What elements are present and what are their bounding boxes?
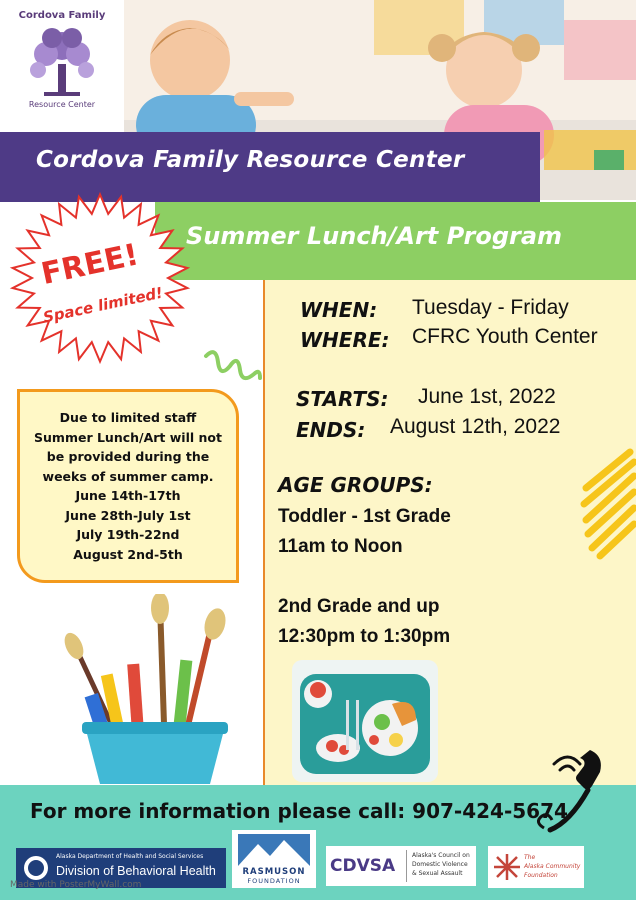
dbh-division: Division of Behavioral Health (56, 864, 216, 878)
notice-line: June 28th-July 1st (65, 507, 191, 523)
notice-line: weeks of summer camp. (42, 468, 214, 484)
phone-icon (530, 742, 610, 838)
when-label: WHEN: (300, 298, 378, 322)
ends-value: August 12th, 2022 (390, 415, 561, 438)
space-limited-label: Space limited! (41, 283, 165, 327)
notice-box (17, 389, 239, 583)
logo-name: Cordova Family (18, 10, 106, 21)
art-supplies-cup-icon (60, 594, 250, 786)
cdvsa-logo (326, 846, 476, 886)
lunch-tray-icon (292, 660, 438, 782)
group2-name: 2nd Grade and up (278, 596, 440, 617)
acf-line: The (524, 854, 536, 861)
mountain-icon (238, 834, 310, 866)
watermark: Made with PosterMyWall.com (10, 880, 142, 890)
cdvsa-divider (406, 850, 407, 882)
group1-name: Toddler - 1st Grade (278, 506, 451, 527)
acf-line: Alaska Community (524, 863, 581, 870)
program-title: Summer Lunch/Art Program (186, 222, 563, 250)
where-value: CFRC Youth Center (412, 325, 598, 348)
acf-name (524, 853, 580, 880)
notice-line: June 14th-17th (75, 488, 181, 503)
cdvsa-name: CDVSA (330, 856, 396, 876)
contact-text: For more information please call: 907-424-5674 (30, 799, 568, 823)
starts-value: June 1st, 2022 (418, 385, 556, 408)
cdvsa-line: Alaska's Council on (412, 852, 470, 859)
free-label: FREE! (38, 237, 142, 293)
notice-line: Summer Lunch/Art will not (34, 429, 222, 445)
cdvsa-description (412, 851, 470, 878)
age-groups-label: AGE GROUPS: (278, 473, 433, 497)
page-title: Cordova Family Resource Center (36, 147, 465, 173)
acf-line: Foundation (524, 872, 558, 879)
starts-label: STARTS: (296, 387, 389, 411)
dbh-department: Alaska Department of Health and Social Services (56, 853, 204, 860)
notice-line: July 19th-22nd (76, 527, 180, 542)
free-starburst-badge (4, 188, 196, 368)
squiggle-decoration (202, 348, 264, 390)
notice-line: be provided during the (46, 449, 210, 464)
seal-icon (22, 854, 50, 882)
rasmuson-foundation: FOUNDATION (247, 877, 301, 885)
yellow-scribble-decoration (580, 448, 636, 560)
cdvsa-line: Domestic Violence (412, 861, 468, 868)
rasmuson-logo (232, 830, 316, 888)
tree-logo-icon (22, 22, 102, 100)
notice-line: Due to limited staff (59, 410, 197, 425)
notice-line: August 2nd-5th (73, 546, 183, 562)
group1-time: 11am to Noon (278, 536, 403, 557)
when-value: Tuesday - Friday (412, 296, 569, 319)
logo-subtitle: Resource Center (28, 100, 96, 109)
ends-label: ENDS: (296, 418, 366, 442)
acf-logo (488, 846, 584, 888)
acf-star-icon (492, 852, 522, 882)
group2-time: 12:30pm to 1:30pm (278, 626, 451, 647)
where-label: WHERE: (300, 328, 390, 352)
rasmuson-name: RASMUSON (242, 867, 306, 877)
cdvsa-line: & Sexual Assault (412, 870, 463, 877)
